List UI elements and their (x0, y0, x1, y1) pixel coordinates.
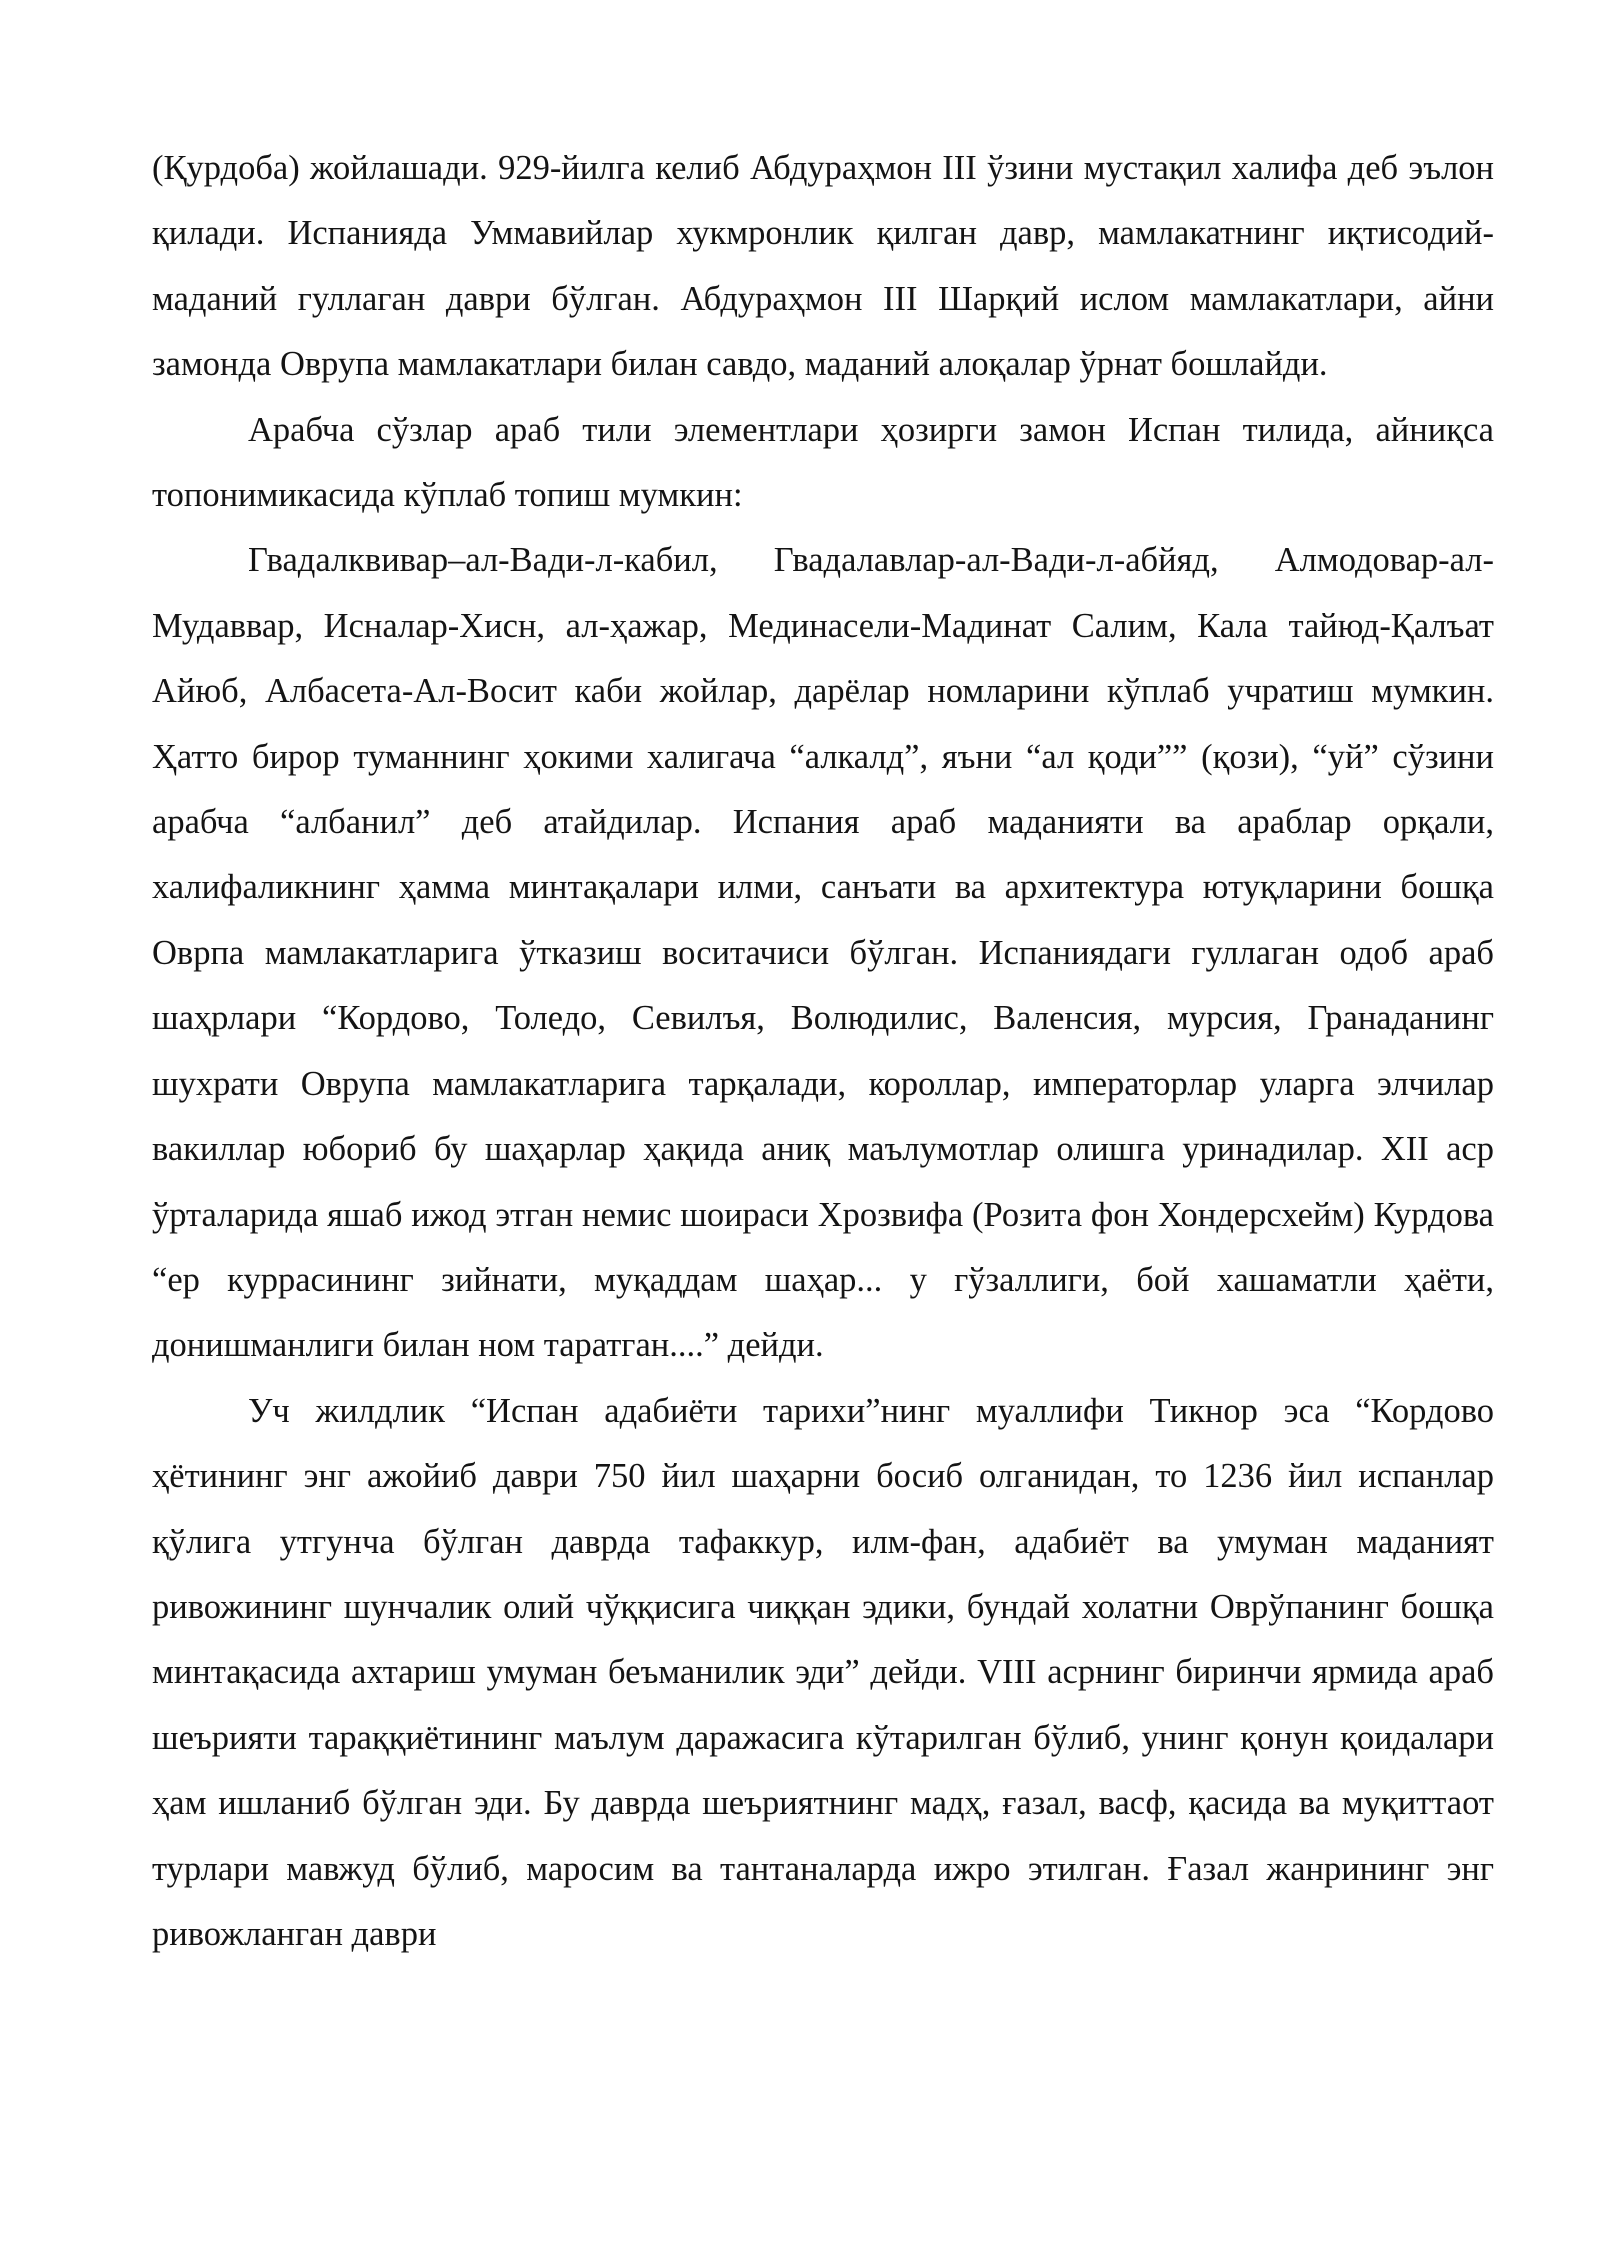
paragraph-4: Уч жилдлик “Испан адабиёти тарихи”нинг муаллифи Тикнор эса “Кордово ҳётининг энг ажойиб даври 750 йил шаҳарни босиб олганидан, то 1236 йил испанлар қўлига утгунча бўлган даврда тафаккур, илм-фан, адабиёт ва умуман маданият ривожининг шунчалик олий чўққисига чиққан эдики, бундай холатни Оврўпанинг бошқа минтақасида ахтариш умуман беъманилик эди” дейди. VIII асрнинг биринчи ярмида араб шеърияти тараққиётининг маълум даражасига кўтарилган бўлиб, унинг қонун қоидалари ҳам ишланиб бўлган эди. Бу даврда шеъриятнинг мадҳ, ғазал, васф, қасида ва муқиттаот турлари мавжуд бўлиб, маросим ва тантаналарда ижро этилган. Ғазал жанрининг энг ривожланган даври (152, 1391, 1494, 1953)
paragraph-1: (Қурдоба) жойлашади. 929-йилга келиб Абдураҳмон III ўзини мустақил халифа деб эълон қилади. Испанияда Уммавийлар хукмронлик қилган давр, мамлакатнинг иқтисодий-маданий гуллаган даври бўлган. Абдураҳмон III Шарқий ислом мамлакатлари, айни замонда Оврупа мамлакатлари билан савдо, маданий алоқалар ўрнат бошлайди. (152, 149, 1494, 384)
paragraph-2: Арабча сўзлар араб тили элементлари ҳозирги замон Испан тилида, айниқса топонимикасида кўплаб топиш мумкин: (152, 410, 1494, 515)
document-body (152, 136, 1494, 1967)
paragraph-3: Гвадалквивар–ал-Вади-л-кабил, Гвадалавлар-ал-Вади-л-абйяд, Алмодовар-ал-Мудаввар, Исналар-Хисн, ал-ҳажар, Мединасели-Мадинат Салим, Кала тайюд-Қалъат Айюб, Албасета-Ал-Восит каби жойлар, дарёлар номларини кўплаб учратиш мумкин. Ҳатто бирор туманнинг ҳокими халигача “алкалд”, яъни “ал қоди”” (қози), “уй” сўзини арабча “албанил” деб атайдилар. Испания араб маданияти ва араблар орқали, халифаликнинг ҳамма минтақалари илми, санъати ва архитектура ютуқларини бошқа Оврпа мамлакатларига ўтказиш воситачиси бўлган. Испаниядаги гуллаган одоб араб шаҳрлари “Кордово, Толедо, Севилъя, Волюдилис, Валенсия, мурсия, Гранаданинг шухрати Оврупа мамлакатларига тарқалади, короллар, императорлар уларга элчилар вакиллар юбориб бу шаҳарлар ҳақида аниқ маълумотлар олишга уринадилар. XII аср ўрталарида яшаб ижод этган немис шоираси Хрозвифа (Розита фон Хондерсхейм) Курдова “ер куррасининг зийнати, муқаддам шаҳар... у гўзаллиги, бой хашаматли ҳаёти, донишманлиги билан ном таратган....” дейди. (152, 541, 1494, 1365)
